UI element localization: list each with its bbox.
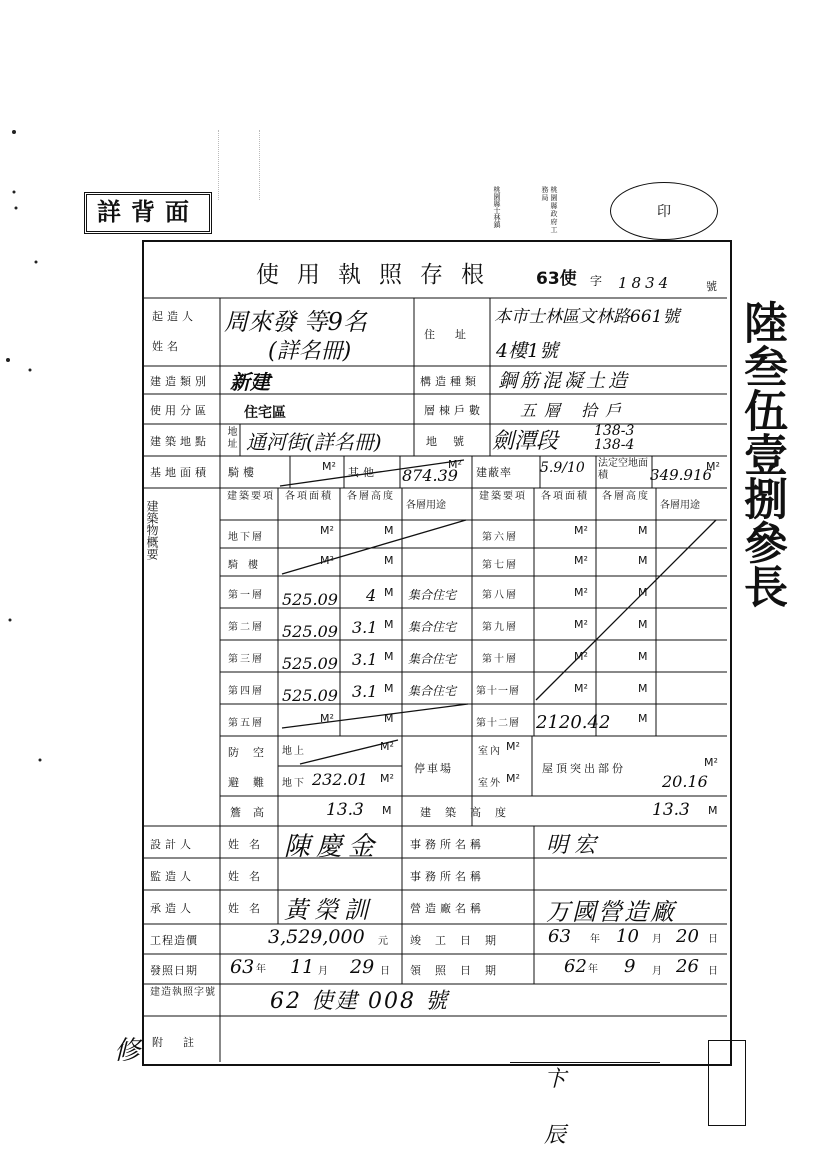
label-above: 地上: [282, 746, 306, 757]
receive-year-unit: 年: [588, 964, 600, 975]
structure-value: 鋼筋混凝土造: [498, 370, 631, 392]
fourth-floor-area: 525.09: [282, 686, 338, 705]
bottom-sign-1: 卞: [544, 1067, 567, 1092]
issue-day: 29: [350, 956, 375, 978]
designer-name: 陳慶金: [284, 832, 381, 862]
detail-back-stamp: 詳背面: [84, 192, 212, 234]
issue-month: 11: [290, 956, 315, 978]
builder-address: 本市士林區文林路661號: [494, 307, 680, 327]
label-base-area: 基地面積: [150, 466, 210, 479]
label-legal-area: 法定空地面積: [598, 458, 648, 481]
label-shelter-bottom: 避難: [228, 776, 278, 789]
label-floors-units: 層棟戶數: [424, 404, 484, 417]
unit-m-left-4: M: [384, 650, 394, 663]
completion-day: 20: [676, 926, 699, 947]
build-height: 13.3: [652, 800, 690, 820]
label-build-height: 建築高度: [420, 806, 520, 819]
receive-month: 9: [624, 956, 636, 977]
label-site: 建築地點: [150, 435, 210, 448]
bottom-sign-2: 辰: [544, 1123, 567, 1148]
permit-number-prefix: 63使: [536, 269, 577, 289]
second-floor-area: 525.09: [282, 622, 338, 641]
builder-sub: (詳名冊): [268, 339, 352, 364]
floor-right-4: 第十層: [482, 654, 518, 665]
floor-right-0: 第六層: [482, 532, 518, 543]
unit-m-right-4: M: [638, 650, 648, 663]
unit-m-left-3: M: [384, 618, 394, 631]
floor-right-3: 第九層: [482, 622, 518, 633]
floor-left-2: 第一層: [228, 590, 264, 601]
label-completion: 竣工日期: [410, 934, 510, 947]
issue-month-unit: 月: [318, 966, 330, 977]
total-floor-area: 2120.42: [536, 712, 611, 733]
label-zoning: 使用分區: [150, 404, 210, 417]
designer-office: 明宏: [546, 833, 603, 858]
label-contractor-firm: 營造廠名稱: [410, 902, 485, 915]
permit-number-value: 1834: [618, 274, 673, 292]
unit-m-left-6: M: [384, 712, 394, 725]
outdoor-unit: M²: [506, 772, 520, 785]
label-designer: 設計人: [150, 838, 195, 851]
issue-year: 63: [230, 956, 255, 978]
second-floor-use: 集合住宅: [408, 620, 457, 634]
header-elements-left: 建築要項: [227, 491, 275, 502]
label-designer-name: 姓名: [228, 838, 270, 851]
header-elements-right: 建築要項: [479, 491, 527, 502]
builder-name: 周來發 等9名: [224, 308, 367, 336]
unit-m2-left-0: M²: [320, 524, 334, 537]
indoor-unit: M²: [506, 740, 520, 753]
completion-year-unit: 年: [590, 934, 602, 945]
official-stamp-b: 桃園縣政府工務局: [541, 186, 558, 234]
label-parking: 停車場: [414, 762, 453, 775]
floor-right-6: 第十二層: [476, 718, 520, 729]
receive-month-unit: 月: [652, 966, 664, 977]
unit-m-right-0: M: [638, 524, 648, 537]
first-floor-use: 集合住宅: [408, 588, 457, 602]
document-title: 使用執照存根: [256, 262, 502, 288]
floor-left-3: 第二層: [228, 622, 264, 633]
legal-area-unit: M²: [706, 460, 720, 473]
label-supervisor: 監造人: [150, 870, 195, 883]
build-height-unit: M: [708, 804, 718, 817]
header-height-left: 各層高度: [347, 491, 395, 502]
roof-area: 20.16: [662, 772, 708, 791]
permit-no-value: 62 使建 008 號: [270, 989, 449, 1014]
unit-m-right-6: M: [638, 712, 648, 725]
label-permit-no: 建造執照字號: [150, 987, 216, 998]
category-value: 新建: [230, 370, 270, 394]
unit-m-right-3: M: [638, 618, 648, 631]
official-stamp-a: 桃園縣士林鎮: [493, 186, 501, 228]
margin-dots: [0, 0, 60, 1168]
label-supervisor-name: 姓名: [228, 870, 270, 883]
roof-unit: M²: [704, 756, 718, 769]
floor-left-0: 地下層: [228, 532, 264, 543]
bottom-stamp-box: [708, 1040, 746, 1126]
unit-m-right-5: M: [638, 682, 648, 695]
below-unit: M²: [380, 772, 394, 785]
unit-m2-left-1: M²: [320, 554, 334, 567]
unit-m2-right-0: M²: [574, 524, 588, 537]
label-roof: 屋頂突出部份: [542, 762, 626, 775]
round-seal-text: 印: [657, 204, 671, 220]
unit-m-left-1: M: [384, 554, 394, 567]
label-address: 住址: [424, 328, 486, 341]
receive-year: 62: [564, 956, 587, 977]
unit-m2-right-5: M²: [574, 682, 588, 695]
third-floor-use: 集合住宅: [408, 652, 457, 666]
floor-left-1: 騎樓: [228, 560, 268, 571]
unit-m-right-2: M: [638, 586, 648, 599]
site-lot-numbers: 138-3 138-4: [594, 423, 635, 453]
legal-area: 349.916: [650, 466, 713, 484]
cost-value: 3,529,000: [268, 926, 365, 948]
label-coverage: 建蔽率: [476, 466, 512, 479]
header-area-right: 各項面積: [541, 491, 589, 502]
permit-number-suffix: 號: [706, 280, 717, 293]
completion-month: 10: [616, 926, 639, 947]
completion-day-unit: 日: [708, 934, 720, 945]
completion-year: 63: [548, 926, 571, 947]
label-cost: 工程造價: [150, 934, 198, 947]
other-area: 874.39: [402, 466, 458, 485]
first-floor-height: 4: [366, 586, 377, 605]
fourth-floor-use: 集合住宅: [408, 684, 457, 698]
receive-day: 26: [676, 956, 699, 977]
issue-year-unit: 年: [256, 964, 268, 975]
label-arcade: 騎樓: [228, 466, 258, 479]
eaves-height: 13.3: [326, 800, 364, 820]
label-outdoor: 室外: [478, 778, 502, 789]
unit-m-left-2: M: [384, 586, 394, 599]
label-builder: 起造人: [152, 310, 197, 323]
third-floor-area: 525.09: [282, 654, 338, 673]
unit-m-right-1: M: [638, 554, 648, 567]
label-site-addr: 地址: [225, 426, 236, 450]
floor-left-5: 第四層: [228, 686, 264, 697]
contractor-name: 黃榮訓: [284, 896, 374, 924]
floor-right-1: 第七層: [482, 560, 518, 571]
side-vertical-text: 陸叁伍壹捌參長: [736, 300, 787, 608]
fourth-floor-height: 3.1: [352, 682, 378, 701]
floor-left-4: 第三層: [228, 654, 264, 665]
unit-m2-right-2: M²: [574, 586, 588, 599]
header-use-right: 各層用途: [660, 500, 700, 511]
label-contractor-name: 姓名: [228, 902, 270, 915]
label-contractor: 承造人: [150, 902, 195, 915]
unit-m-left-0: M: [384, 524, 394, 537]
builder-address-2: 4樓1號: [496, 340, 559, 362]
label-building-summary: 建築物概要: [145, 500, 159, 560]
label-site-lot: 地號: [426, 435, 480, 448]
site-address: 通河街(詳名冊): [246, 430, 382, 454]
floor-right-5: 第十一層: [476, 686, 520, 697]
header-area-left: 各項面積: [285, 491, 333, 502]
second-floor-height: 3.1: [352, 618, 378, 637]
label-eaves: 簷高: [230, 806, 276, 819]
unit-m2-right-4: M²: [574, 650, 588, 663]
contractor-firm: 万國營造廠: [546, 898, 676, 926]
label-below: 地下: [282, 778, 306, 789]
cost-unit: 元: [378, 936, 390, 947]
label-structure: 構造種類: [420, 375, 480, 388]
completion-month-unit: 月: [652, 934, 664, 945]
label-other: 其他: [348, 466, 378, 479]
above-unit: M²: [380, 740, 394, 753]
label-designer-office: 事務所名稱: [410, 838, 485, 851]
zoning-value: 住宅區: [244, 405, 286, 421]
eaves-unit: M: [382, 804, 392, 817]
label-category: 建造類別: [150, 375, 210, 388]
third-floor-height: 3.1: [352, 650, 378, 669]
other-unit: M²: [448, 458, 462, 471]
floor-left-6: 第五層: [228, 718, 264, 729]
header-height-right: 各層高度: [602, 491, 650, 502]
label-shelter-top: 防空: [228, 746, 278, 759]
floor-right-2: 第八層: [482, 590, 518, 601]
floors-units-value: 五層 拾戶: [520, 401, 630, 420]
bottom-line: [510, 1062, 660, 1063]
arcade-unit: M²: [322, 460, 336, 473]
header-use-left: 各層用途: [406, 500, 446, 511]
margin-mark: 修: [114, 1036, 141, 1066]
unit-m2-right-3: M²: [574, 618, 588, 631]
receive-day-unit: 日: [708, 966, 720, 977]
shelter-below-area: 232.01: [312, 770, 368, 789]
unit-m-left-5: M: [384, 682, 394, 695]
unit-m2-right-1: M²: [574, 554, 588, 567]
label-receive-date: 領照日期: [410, 964, 510, 977]
first-floor-area: 525.09: [282, 590, 338, 609]
label-indoor: 室內: [478, 746, 502, 757]
permit-number-char: 字: [590, 274, 603, 288]
issue-day-unit: 日: [380, 966, 392, 977]
coverage-value: 5.9/10: [540, 460, 585, 476]
unit-m2-left-6: M²: [320, 712, 334, 725]
label-supervisor-office: 事務所名稱: [410, 870, 485, 883]
label-issue-date: 發照日期: [150, 964, 198, 977]
label-name: 姓名: [152, 340, 182, 353]
site-lot: 劍潭段: [492, 429, 559, 454]
label-notes: 附註: [152, 1036, 214, 1049]
